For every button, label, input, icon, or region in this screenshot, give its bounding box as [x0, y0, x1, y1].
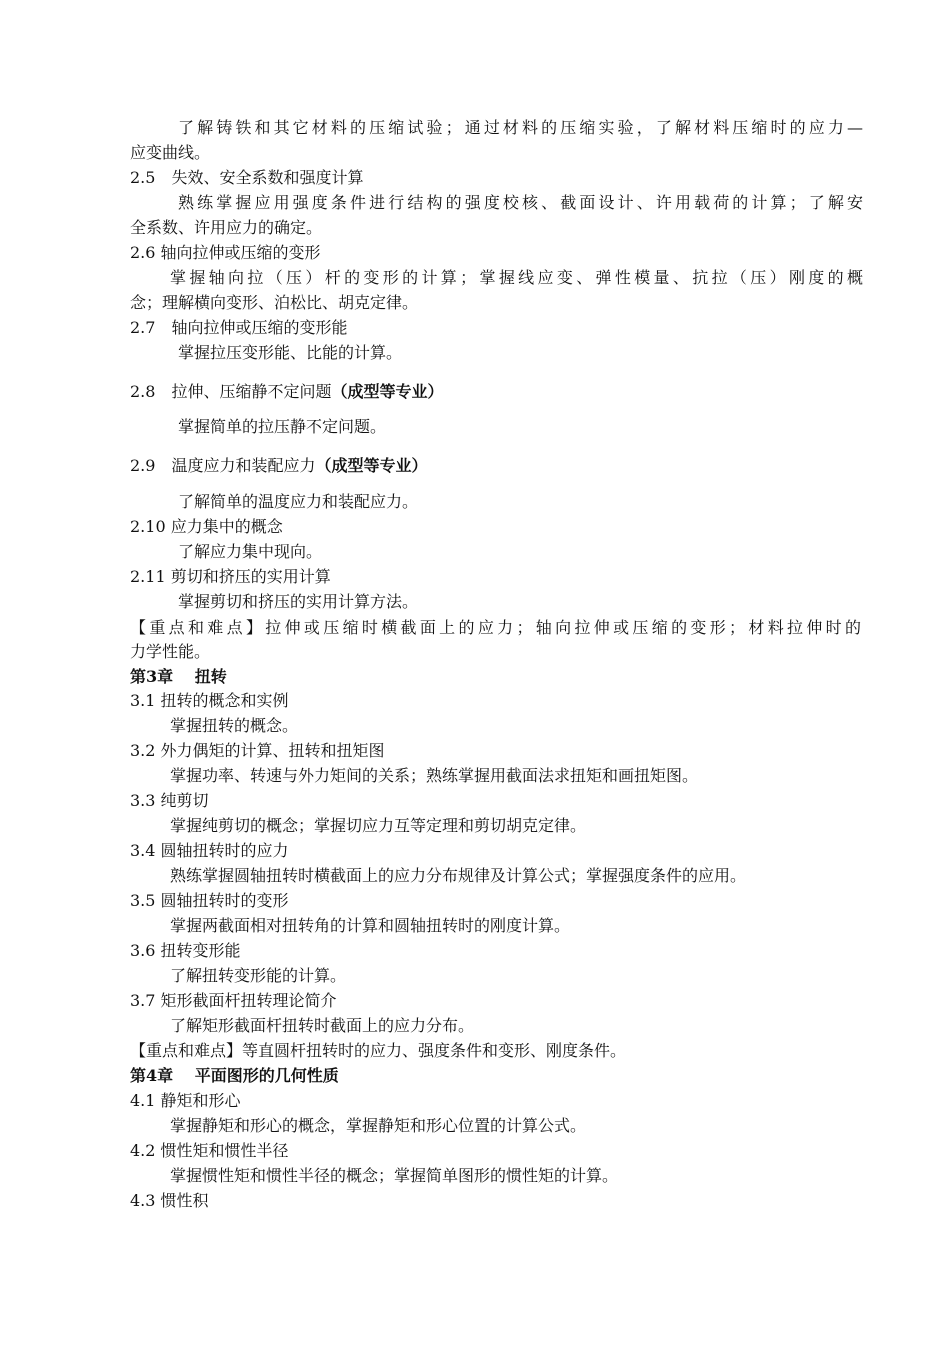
section-heading-2-7: 2.7 轴向拉伸或压缩的变形能: [130, 318, 348, 337]
section-heading-2-6: 2.6 轴向拉伸或压缩的变形: [130, 243, 321, 262]
paragraph-line: 应变曲线。: [130, 143, 211, 162]
text-span: 【重点和难点】拉伸或压缩时横截面上的应力；轴向拉伸或压缩的变形；材料拉伸时的: [130, 618, 861, 637]
text-span: 熟练掌握应用强度条件进行结构的强度校核、截面设计、许用载荷的计算；了解安: [178, 193, 863, 212]
section-heading-3-2: 3.2 外力偶矩的计算、扭转和扭矩图: [130, 741, 385, 760]
chapter-title-4: 第4章 平面图形的几何性质: [130, 1066, 339, 1085]
paragraph-line: [178, 118, 863, 138]
section-title: 2.8 拉伸、压缩静不定问题: [130, 382, 332, 401]
text-span: 了解铸铁和其它材料的压缩试验；通过材料的压缩实验，了解材料压缩时的应力—: [178, 118, 863, 137]
section-heading-4-1: 4.1 静矩和形心: [130, 1091, 241, 1110]
section-heading-4-3: 4.3 惯性积: [130, 1191, 209, 1210]
section-heading-2-9: [130, 456, 427, 476]
paragraph-line: 掌握扭转的概念。: [170, 716, 299, 735]
paragraph-line: 掌握两截面相对扭转角的计算和圆轴扭转时的刚度计算。: [170, 916, 571, 935]
paragraph-line: [178, 193, 863, 213]
paragraph-line: 了解简单的温度应力和装配应力。: [178, 492, 419, 511]
section-heading-2-10: 2.10 应力集中的概念: [130, 517, 283, 536]
section-heading-3-6: 3.6 扭转变形能: [130, 941, 241, 960]
text-span: 掌握轴向拉（压）杆的变形的计算；掌握线应变、弹性模量、抗拉（压）刚度的概: [170, 268, 863, 287]
paragraph-line: 掌握剪切和挤压的实用计算方法。: [178, 592, 419, 611]
paragraph-line: 了解扭转变形能的计算。: [170, 966, 347, 985]
paragraph-line: 掌握惯性矩和惯性半径的概念；掌握简单图形的惯性矩的计算。: [170, 1166, 619, 1185]
key-points-line: [130, 618, 861, 638]
paragraph-line: 掌握拉压变形能、比能的计算。: [178, 343, 403, 362]
section-heading-3-5: 3.5 圆轴扭转时的变形: [130, 891, 289, 910]
section-heading-2-5: 2.5 失效、安全系数和强度计算: [130, 168, 364, 187]
paragraph-line: 力学性能。: [130, 642, 211, 661]
section-heading-2-11: 2.11 剪切和挤压的实用计算: [130, 567, 331, 586]
section-heading-3-7: 3.7 矩形截面杆扭转理论简介: [130, 991, 337, 1010]
key-points-line: 【重点和难点】等直圆杆扭转时的应力、强度条件和变形、刚度条件。: [130, 1041, 627, 1060]
paragraph-line: 念；理解横向变形、泊松比、胡克定律。: [130, 293, 419, 312]
section-note: （成型等专业）: [315, 456, 428, 475]
paragraph-line: 掌握功率、转速与外力矩间的关系；熟练掌握用截面法求扭矩和画扭矩图。: [170, 766, 699, 785]
section-heading-3-4: 3.4 圆轴扭转时的应力: [130, 841, 289, 860]
section-heading-3-1: 3.1 扭转的概念和实例: [130, 691, 289, 710]
paragraph-line: 掌握静矩和形心的概念，掌握静矩和形心位置的计算公式。: [170, 1116, 587, 1135]
paragraph-line: 掌握纯剪切的概念；掌握切应力互等定理和剪切胡克定律。: [170, 816, 587, 835]
paragraph-line: [170, 268, 863, 288]
paragraph-line: 熟练掌握圆轴扭转时横截面上的应力分布规律及计算公式；掌握强度条件的应用。: [170, 866, 747, 885]
paragraph-line: 了解矩形截面杆扭转时截面上的应力分布。: [170, 1016, 475, 1035]
section-heading-2-8: [130, 382, 443, 402]
section-title: 2.9 温度应力和装配应力: [130, 456, 316, 475]
section-heading-3-3: 3.3 纯剪切: [130, 791, 209, 810]
section-note: （成型等专业）: [331, 382, 444, 401]
paragraph-line: 了解应力集中现向。: [178, 542, 323, 561]
paragraph-line: 全系数、许用应力的确定。: [130, 218, 323, 237]
paragraph-line: 掌握简单的拉压静不定问题。: [178, 417, 387, 436]
chapter-title-3: 第3章 扭转: [130, 667, 227, 686]
section-heading-4-2: 4.2 惯性矩和惯性半径: [130, 1141, 289, 1160]
